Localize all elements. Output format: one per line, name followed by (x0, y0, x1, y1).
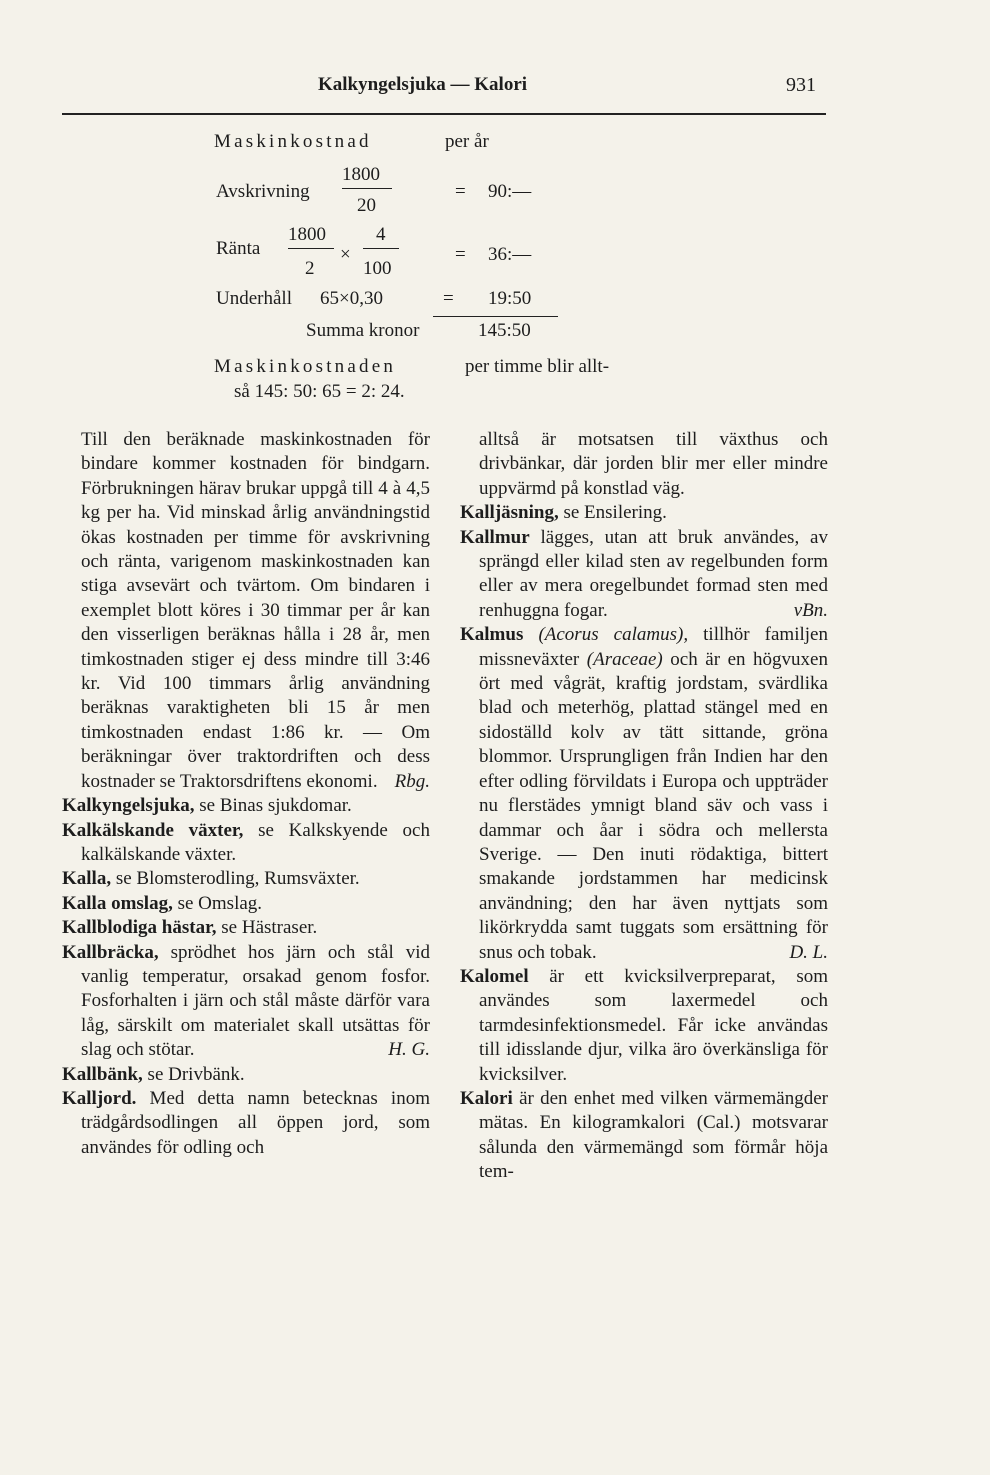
entry-signature: vBn. (793, 599, 828, 621)
avskrivning-result: 90:— (488, 181, 532, 202)
entry-text: se Omslag. (172, 892, 263, 914)
ranta-numerator-2: 4 (376, 224, 386, 245)
avskrivning-label: Avskrivning (216, 181, 310, 202)
scientific-name: (Acorus calamus), (538, 624, 689, 646)
underhall-result: 19:50 (488, 288, 532, 309)
calc-title: Maskinkostnad (214, 131, 372, 152)
avskrivning-numerator: 1800 (342, 164, 380, 185)
entry-head: Kalla omslag, (62, 892, 173, 914)
left-column (62, 428, 430, 1160)
entry-kalla-omslag (62, 892, 430, 916)
header-rule (62, 113, 826, 115)
entry-text-2: och är en högvuxen ört med vågrät, kraftig jordstam, svärdlika blad och meterhög, plattad stängel med en sidoställd kolv av tätt sittande, gröna blommor. Ursprungligen från Indien har den efter odling förvildats i Europa och uppträder nu flerstädes ymnigt bland säv och vass i dammar och åar i södra och mellersta Sverige. — Den inuti rödaktiga, bittert smakande jordstammen har medicinsk användning; den har även nyttjats som likörkrydda samt tuggats som ersättning för snus och tobak. (479, 648, 828, 963)
ranta-result: 36:— (488, 244, 532, 265)
entry-head: Kalomel (460, 965, 529, 987)
entry-kalla (62, 867, 430, 891)
entry-kalljasning (460, 501, 828, 525)
ranta-fraction-bar-1 (288, 248, 334, 249)
avskrivning-fraction-bar (342, 188, 392, 189)
underhall-label: Underhåll (216, 288, 292, 309)
intro-text: Till den beräknade maskinkostnaden för bindare kommer kostnaden för bindgarn. Förbrukningen härav brukar uppgå till 4 à 4,5 kg per ha. Vid minskad årlig användningstid ökas kostnaden per timme för avskrivning och ränta, varigenom maskinkostnaden kan stiga avsevärt och tvärtom. Om bindaren i exemplet blott köres i 30 timmar per år kan den visserligen beräknas hålla i 28 år, men timkostnaden stiger ej dess mindre till 3:46 kr. Vid 100 timmars årlig användning beräknas varaktigheten bli 15 år men timkostnaden endast 1:86 kr. — Om beräkningar över traktordriften och dess kostnader se Traktorsdriftens ekonomi. (81, 429, 430, 792)
entry-text: se Blomsterodling, Rumsväxter. (111, 868, 360, 890)
conclusion-line-2: så 145: 50: 65 = 2: 24. (234, 381, 405, 402)
running-title: Kalkyngelsjuka — Kalori (318, 74, 528, 95)
entry-head: Kalmus (460, 624, 524, 646)
page-number: 931 (786, 74, 816, 96)
conclusion-spaced: Maskinkostnaden (214, 356, 397, 377)
right-column (460, 428, 828, 1185)
entry-text: se Hästraser. (216, 917, 318, 939)
entry-kalkyngelsjuka (62, 794, 430, 818)
entry-text: sprödhet hos järn och stål vid vanlig temperatur, orsakad genom fosfor. Fosforhalten i järn och stål måste därför vara låg, särskilt om materialet skall utsättas för slag och stötar. (81, 941, 430, 1061)
kalljord-continuation: alltså är motsatsen till växthus och drivbänkar, där jorden blir mer eller mindre uppvärmd på konstlad väg. (479, 429, 828, 499)
underhall-equals: = (443, 288, 454, 309)
entry-head: Kalkyngelsjuka, (62, 795, 195, 817)
calc-title-rest: per år (445, 131, 489, 152)
avskrivning-equals: = (455, 181, 466, 202)
entry-text: se Binas sjukdomar. (194, 795, 352, 817)
ranta-fraction-bar-2 (363, 248, 399, 249)
entry-kalmus (460, 623, 828, 965)
entry-head: Kalljäsning, (460, 502, 559, 524)
ranta-denominator-2: 100 (363, 258, 392, 279)
entry-head: Kalla, (62, 868, 112, 890)
entry-text: se Kalkskyende och kalkälskande växter. (81, 819, 430, 865)
entry-head: Kallbräcka, (62, 941, 159, 963)
entry-text: Med detta namn betecknas inom trädgårdsodlingen all öppen jord, som användes för odling och (81, 1087, 430, 1158)
avskrivning-denominator: 20 (357, 195, 376, 216)
entry-kallblodiga-hastar (62, 916, 430, 940)
entry-kallbracka (62, 941, 430, 1063)
entry-kalomel (460, 965, 828, 1087)
entry-signature: D. L. (789, 941, 828, 963)
underhall-expression: 65×0,30 (320, 288, 383, 309)
entry-head: Kalori (460, 1087, 513, 1109)
family-name: (Araceae) (586, 648, 663, 670)
entry-signature: H. G. (388, 1039, 430, 1061)
conclusion-rest: per timme blir allt- (465, 356, 610, 377)
ranta-equals: = (455, 244, 466, 265)
ranta-numerator-1: 1800 (288, 224, 326, 245)
intro-paragraph (62, 428, 430, 794)
entry-text: är den enhet med vilken värmemängder mätas. En kilogramkalori (Cal.) motsvarar sålunda den värmemängd som förmår höja tem- (479, 1087, 828, 1183)
entry-kalori (460, 1087, 828, 1185)
summa-result: 145:50 (478, 320, 531, 341)
entry-head: Kalkälskande växter, (62, 819, 244, 841)
ranta-times: × (340, 244, 351, 265)
entry-head: Kallmur (460, 526, 530, 548)
ranta-label: Ränta (216, 238, 261, 259)
entry-kalkalskande-vaxter (62, 819, 430, 868)
entry-text: tillhör familjen missneväxter (479, 624, 828, 670)
entry-text: se Drivbänk. (142, 1063, 245, 1085)
sum-rule (433, 316, 558, 317)
entry-head: Kalljord. (62, 1087, 137, 1109)
entry-head: Kallblodiga hästar, (62, 917, 217, 939)
entry-text: är ett kvicksilverpreparat, som användes som laxermedel och tarmdesinfektionsmedel. Får icke användas till idisslande djur, vilka äro överkänsliga för kvicksilver. (479, 965, 828, 1085)
summa-label: Summa kronor (306, 320, 420, 341)
entry-head: Kallbänk, (62, 1063, 143, 1085)
entry-kalljord (62, 1087, 430, 1160)
entry-kallbank (62, 1063, 430, 1087)
entry-text: lägges, utan att bruk användes, av sprängd eller kilad sten av regelbunden form eller av mera oregelbundet formad sten med renhuggna fogar. (479, 526, 828, 621)
intro-signature: Rbg. (394, 770, 430, 792)
entry-text: se Ensilering. (558, 502, 667, 524)
entry-kallmur (460, 526, 828, 624)
ranta-denominator-1: 2 (305, 258, 315, 279)
